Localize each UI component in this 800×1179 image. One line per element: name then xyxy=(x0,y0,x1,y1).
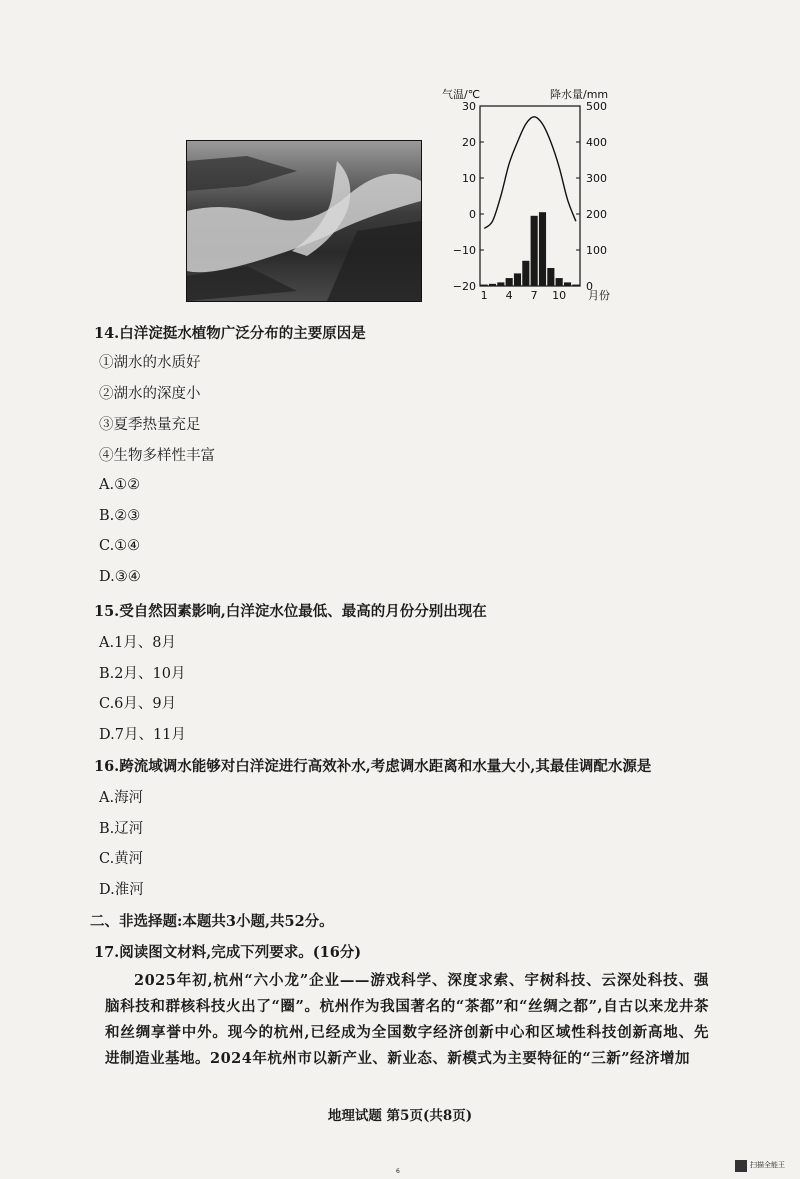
temperature-tick-label: 30 xyxy=(462,100,476,113)
month-tick-label: 1 xyxy=(480,289,488,302)
precipitation-bar xyxy=(514,273,521,286)
x-axis-title: 月份 xyxy=(588,289,610,302)
q14-statement-3: ③夏季热量充足 xyxy=(99,417,201,433)
q16-option-c: C.黄河 xyxy=(99,851,144,867)
temperature-tick-label: 10 xyxy=(462,172,476,185)
q15-option-b: B.2月、10月 xyxy=(99,666,186,682)
question-17-stem: 17.阅读图文材料,完成下列要求。(16分) xyxy=(94,944,362,961)
month-tick-label: 7 xyxy=(530,289,538,302)
precipitation-bar xyxy=(481,285,488,286)
temperature-tick-label: 20 xyxy=(462,136,476,149)
precipitation-tick-label: 500 xyxy=(586,100,607,113)
q16-option-d: D.淮河 xyxy=(99,882,144,898)
precipitation-bars xyxy=(481,212,580,286)
q14-statement-2: ②湖水的深度小 xyxy=(99,386,201,402)
precipitation-bar xyxy=(522,261,529,286)
climate-chart xyxy=(440,84,640,304)
q15-option-d: D.7月、11月 xyxy=(99,727,186,743)
month-tick-label: 4 xyxy=(505,289,513,302)
precipitation-bar xyxy=(547,268,554,286)
q14-option-d: D.③④ xyxy=(99,569,141,585)
precipitation-bar xyxy=(564,282,571,286)
q15-option-a: A.1月、8月 xyxy=(99,635,177,651)
precipitation-tick-label: 100 xyxy=(586,244,607,257)
page-footer: 地理试题 第5页(共8页) xyxy=(327,1108,473,1124)
temperature-ticks xyxy=(453,100,484,293)
q14-option-c: C.①④ xyxy=(99,538,141,554)
lake-photo xyxy=(186,140,422,302)
month-ticks xyxy=(481,289,567,302)
plot-frame xyxy=(480,106,580,286)
section-title: 二、非选择题:本题共3小题,共52分。 xyxy=(90,913,334,930)
q14-option-b: B.②③ xyxy=(99,508,141,524)
precipitation-ticks xyxy=(576,100,607,293)
question-15-stem: 15.受自然因素影响,白洋淀水位最低、最高的月份分别出现在 xyxy=(94,603,487,620)
q15-option-c: C.6月、9月 xyxy=(99,696,177,712)
q16-option-b: B.辽河 xyxy=(99,821,144,837)
right-axis-title: 降水量/mm xyxy=(550,88,609,101)
precipitation-tick-label: 400 xyxy=(586,136,607,149)
q14-statement-4: ④生物多样性丰富 xyxy=(99,448,215,464)
page-mark: 6 xyxy=(396,1168,400,1175)
precipitation-bar xyxy=(539,212,546,286)
precipitation-bar xyxy=(506,278,513,286)
precipitation-bar xyxy=(497,282,504,286)
temperature-curve xyxy=(484,117,576,229)
q16-option-a: A.海河 xyxy=(99,790,144,806)
q14-option-a: A.①② xyxy=(99,477,141,493)
left-axis-title: 气温/℃ xyxy=(442,88,481,101)
question-16-stem: 16.跨流域调水能够对白洋淀进行高效补水,考虑调水距离和水量大小,其最佳调配水源是 xyxy=(94,758,652,775)
qr-code-icon xyxy=(735,1160,747,1172)
temperature-tick-label: 0 xyxy=(469,208,476,221)
precipitation-tick-label: 0 xyxy=(586,280,593,293)
temperature-tick-label: −10 xyxy=(452,244,476,257)
precipitation-bar xyxy=(572,285,579,286)
temperature-tick-label: −20 xyxy=(452,280,476,293)
q17-material: 2025年初,杭州“六小龙”企业——游戏科学、深度求索、宇树科技、云深处科技、强脑科技和群核科技火出了“圈”。杭州作为我国著名的“茶都”和“丝绸之都”,自古以来龙井茶和丝绸享誉中外。现今的杭州,已经成为全国数字经济创新中心和区域性科技创新高地、先进制造业基地。2024年杭州市以新产业、新业态、新模式为主要特征的“三新”经济增加 xyxy=(105,972,709,1067)
q14-statement-1: ①湖水的水质好 xyxy=(99,355,201,371)
precipitation-tick-label: 200 xyxy=(586,208,607,221)
precipitation-tick-label: 300 xyxy=(586,172,607,185)
scanner-watermark: 扫描全能王 xyxy=(750,1161,785,1169)
month-tick-label: 10 xyxy=(552,289,567,302)
question-14-stem: 14.白洋淀挺水植物广泛分布的主要原因是 xyxy=(94,325,366,342)
precipitation-bar xyxy=(531,216,538,286)
precipitation-bar xyxy=(489,284,496,286)
precipitation-bar xyxy=(556,278,563,286)
